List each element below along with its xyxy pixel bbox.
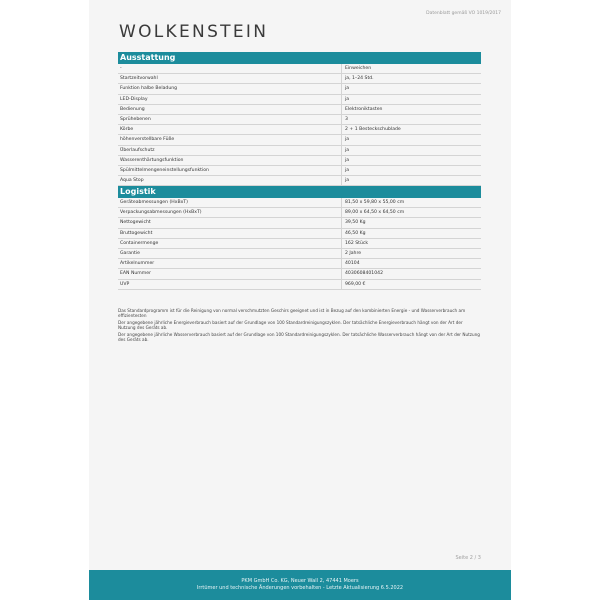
table-row: [118, 176, 481, 186]
table-row: [118, 95, 481, 105]
row-value: ja: [345, 178, 350, 184]
table-row: [118, 74, 481, 84]
brand-logo: WOLKENSTEIN: [119, 22, 269, 42]
row-label: Verpackungsabmessungen (HxBxT): [118, 208, 342, 217]
table-row: [118, 115, 481, 125]
table-row: [118, 269, 481, 279]
row-label: UVP: [118, 280, 342, 289]
row-label: Bruttogewicht: [118, 229, 342, 238]
ausstattung-section: [118, 52, 481, 186]
table-row: [118, 64, 481, 74]
row-label: Funktion halbe Beladung: [118, 84, 342, 93]
footer-bar: [89, 570, 511, 600]
row-value: ja: [345, 167, 350, 173]
row-value: ja: [345, 86, 350, 92]
table-row: [118, 280, 481, 290]
row-value: 39,50 Kg: [345, 220, 366, 226]
footer-address: PKM GmbH Co. KG, Neuer Wall 2, 47441 Moers: [241, 578, 359, 584]
row-value: 4030608401042: [345, 271, 383, 277]
row-value: 2 Jahre: [345, 250, 362, 256]
logistik-table: [118, 198, 481, 290]
table-row: [118, 84, 481, 94]
row-value: Einweichen: [345, 66, 372, 71]
table-row: [118, 156, 481, 166]
row-label: Körbe: [118, 125, 342, 134]
row-label: Geräteabmessungen (HxBxT): [118, 198, 342, 207]
row-label: LED-Display: [118, 95, 342, 104]
logistik-section: [118, 186, 481, 290]
table-row: [118, 218, 481, 228]
table-row: [118, 198, 481, 208]
row-label: Bedienung: [118, 105, 342, 114]
row-value: Elektroniktasten: [345, 106, 383, 112]
table-row: [118, 249, 481, 259]
row-label: höhenverstellbare Füße: [118, 135, 342, 144]
row-label: Artikelnummer: [118, 259, 342, 268]
table-row: [118, 105, 481, 115]
row-label: Garantie: [118, 249, 342, 258]
table-row: [118, 135, 481, 145]
footer-disclaimer: Irrtümer und technische Änderungen vorbehalten - Letzte Aktualisierung 6.5.2022: [196, 585, 404, 591]
ausstattung-heading: Ausstattung: [118, 52, 481, 64]
row-value: 81,50 x 59,80 x 55,00 cm: [345, 200, 405, 205]
row-label: Überlaufschutz: [118, 146, 342, 155]
ausstattung-table: [118, 64, 481, 186]
row-value: 969,00 €: [345, 281, 366, 287]
row-value: 89,00 x 64,50 x 64,50 cm: [345, 210, 405, 216]
row-value: 40104: [345, 261, 360, 267]
footnote: Das Standardprogramm ist für die Reinigung von normal verschmutzten Geschirs geeignet und ist in Bezug auf den kombinierten Energie - und Wasserverbrauch am effizientesten: [118, 308, 466, 319]
table-row: [118, 259, 481, 269]
footnote: Der angegebene jährliche Energieverbrauch basiert auf der Grundlage von 100 Standardreinigungszyklen. Der tatsächliche Energieverbrauch hängt von der Art der Nutzung des Geräts ab.: [118, 319, 463, 331]
row-label: Nettogewicht: [118, 218, 342, 227]
document-note: Datenblatt gemäß VO 1019/2017: [426, 11, 501, 16]
table-row: [118, 166, 481, 176]
row-value: 3: [345, 116, 348, 122]
row-label: Startzeitvorwahl: [118, 74, 342, 83]
row-value: ja: [345, 96, 350, 102]
page-number: Seite 2 / 3: [455, 555, 481, 561]
row-value: ja: [345, 157, 350, 163]
row-label: Aqua Stop: [118, 176, 342, 185]
row-label: Containermenge: [118, 239, 342, 248]
row-label: -: [118, 64, 342, 73]
row-value: ja: [345, 137, 350, 143]
row-value: ja: [345, 147, 350, 153]
footnote: Der angegebene jährliche Wasserverbrauch basiert auf der Grundlage von 100 Standardreinigungszyklen. Der tatsächliche Wasserverbrauch hängt von der Art der Nutzung des Geräts ab.: [118, 331, 480, 343]
table-row: [118, 229, 481, 239]
footnotes: [118, 308, 481, 343]
row-value: 162 Stück: [345, 240, 369, 246]
table-row: [118, 146, 481, 156]
table-row: [118, 208, 481, 218]
datasheet-page: [89, 0, 511, 600]
logistik-heading: Logistik: [118, 186, 481, 198]
row-label: Spülmittelmengeneinstellungsfunktion: [118, 166, 342, 175]
row-label: EAN Nummer: [118, 269, 342, 278]
row-value: 2 + 1 Besteckschublade: [345, 127, 401, 133]
row-label: Sprühebenen: [118, 115, 342, 124]
row-value: 46,50 Kg: [345, 230, 366, 236]
table-row: [118, 239, 481, 249]
row-value: ja, 1–24 Std.: [345, 76, 374, 82]
table-row: [118, 125, 481, 135]
row-label: Wasserenthärtungsfunktion: [118, 156, 342, 165]
